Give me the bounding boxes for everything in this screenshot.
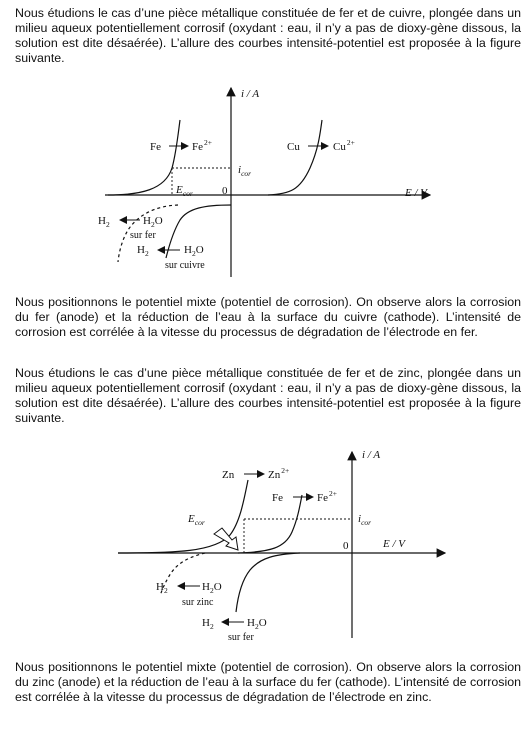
curve-h2o-reduction-fer — [236, 553, 300, 612]
h2o-fer-label: $H_2O$ — [143, 215, 163, 229]
paragraph-conclusion-fer-zinc: Nous positionnons le potentiel mixte (potentiel de corrosion). On observe alors la corrosion du zinc (anode) et la réduction de l’eau à la surface du fer (cathode). L’intensité de corrosion est corrélée à la vitesse du processus de dégradation de l’électrode en zinc. — [15, 660, 521, 704]
cu-label: Cu — [287, 141, 300, 153]
zn-label: Zn — [222, 469, 235, 481]
y-axis-label: i / A — [362, 449, 381, 461]
icor-label: $i_{cor}$ — [358, 513, 372, 527]
curve-fe-oxidation — [108, 120, 180, 195]
fe-label: Fe — [272, 492, 283, 504]
h2-zinc-label: $H_2$ — [156, 581, 168, 595]
curve-fe-oxidation — [238, 495, 302, 553]
ecor-label: $E_{cor}$ — [188, 513, 205, 527]
curve-cu-oxidation — [268, 120, 322, 195]
h2o-cuivre-label: $H_2O$ — [184, 244, 204, 258]
zn2-label: $Zn^{2+}$ — [268, 466, 290, 481]
fe2-label: $Fe^{2+}$ — [192, 138, 212, 153]
h2o-zinc-label: $H_2O$ — [202, 581, 222, 595]
origin-label: 0 — [222, 185, 228, 197]
fe-label: Fe — [150, 141, 161, 153]
x-axis-label: E / V — [383, 538, 405, 550]
ecor-pointer-arrow — [214, 528, 238, 550]
h2-cuivre-label: $H_2$ — [137, 244, 149, 258]
y-axis-label: i / A — [241, 88, 260, 100]
fe2-label: $Fe^{2+}$ — [317, 489, 337, 504]
h2o-fer-label: $H_2O$ — [247, 617, 267, 631]
paragraph-conclusion-fer-cuivre: Nous positionnons le potentiel mixte (potentiel de corrosion). On observe alors la corrosion du fer (anode) et la réduction de l’eau à la surface du cuivre (cathode). L’intensité de corrosion est corrélée à la vitesse du processus de dégradation de l’électrode en fer. — [15, 295, 521, 339]
sur-zinc-label: sur zinc — [182, 597, 214, 608]
cu2-label: $Cu^{2+}$ — [333, 138, 355, 153]
h2-fer-label: $H_2$ — [98, 215, 110, 229]
origin-label: 0 — [343, 540, 349, 552]
paragraph-intro-fer-zinc: Nous étudions le cas d’une pièce métallique constituée de fer et de zinc, plongée dans un milieu aqueux potentiellement corrosif (oxydant : eau, il n’y a pas de dioxy-gène dissous, la solution est dite désaérée). L’allure des courbes intensité-potentiel est proposée à la figure suivante. — [15, 366, 521, 425]
ecor-label: $E_{cor}$ — [176, 184, 193, 198]
figure-fer-cuivre — [0, 80, 532, 285]
x-axis-label: E / V — [405, 187, 427, 199]
sur-cuivre-label: sur cuivre — [165, 260, 205, 271]
sur-fer-label: sur fer — [228, 632, 254, 643]
icor-label: $i_{cor}$ — [238, 164, 252, 178]
paragraph-intro-fer-cuivre: Nous étudions le cas d’une pièce métallique constituée de fer et de cuivre, plongée dans un milieu aqueux potentiellement corrosif (oxydant : eau, il n’y a pas de dioxy-gène dissous, la solution est dite désaérée). L’allure des courbes intensité-potentiel est proposée à la figure suivante. — [15, 6, 521, 65]
sur-fer-label: sur fer — [130, 230, 156, 241]
h2-fer-label: $H_2$ — [202, 617, 214, 631]
figure-fer-zinc — [0, 440, 532, 650]
